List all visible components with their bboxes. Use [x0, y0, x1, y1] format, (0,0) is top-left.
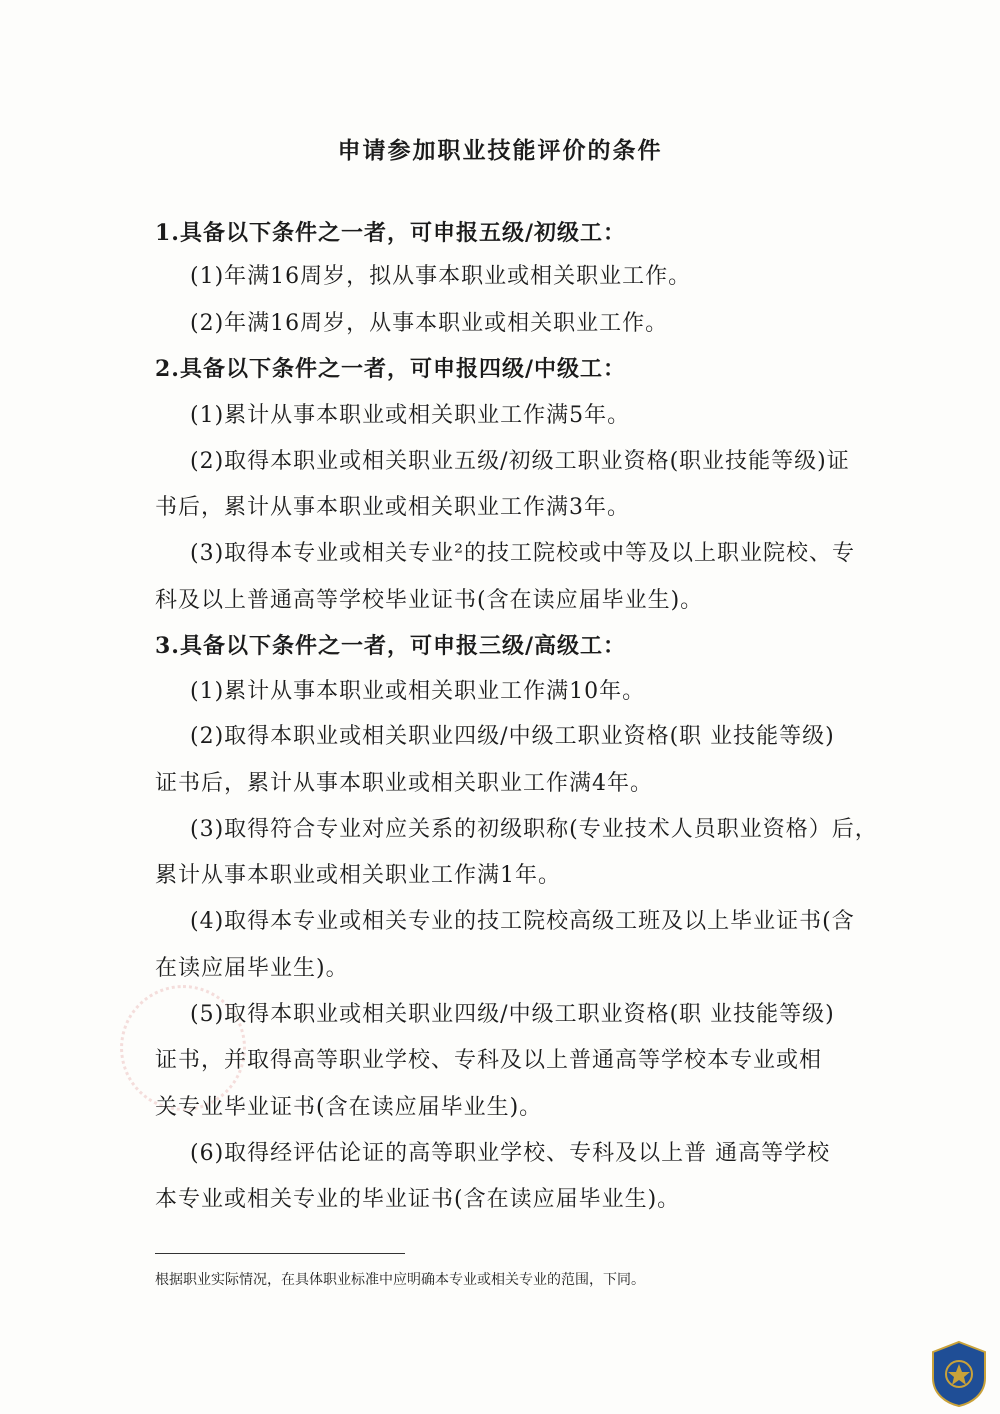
- body-text-line: 在读应届毕业生)。: [155, 956, 349, 981]
- body-text-line: (3)取得本专业或相关专业²的技工院校或中等及以上职业院校、专: [190, 541, 855, 566]
- body-text-line: 证书后，累计从事本职业或相关职业工作满4年。: [155, 771, 653, 796]
- body-text-line: 书后，累计从事本职业或相关职业工作满3年。: [155, 495, 630, 520]
- section-heading: 1.具备以下条件之一者，可申报五级/初级工：: [155, 220, 627, 246]
- body-text-line: (2)年满16周岁，从事本职业或相关职业工作。: [190, 311, 669, 336]
- body-text-line: 本专业或相关专业的毕业证书(含在读应届毕业生)。: [155, 1187, 681, 1212]
- body-text-line: (1)累计从事本职业或相关职业工作满10年。: [190, 679, 646, 704]
- document-title: 申请参加职业技能评价的条件: [337, 137, 663, 164]
- body-text-line: 关专业毕业证书(含在读应届毕业生)。: [155, 1095, 543, 1120]
- section-heading: 3.具备以下条件之一者，可申报三级/高级工：: [155, 633, 627, 659]
- body-text-line: 累计从事本职业或相关职业工作满1年。: [155, 863, 561, 888]
- section-heading: 2.具备以下条件之一者，可申报四级/中级工：: [155, 356, 627, 382]
- institution-logo-icon: [930, 1340, 988, 1408]
- body-text-line: 证书，并取得高等职业学校、专科及以上普通高等学校本专业或相: [155, 1048, 823, 1073]
- footnote-text: 根据职业实际情况，在具体职业标准中应明确本专业或相关专业的范围，下同。: [155, 1272, 645, 1288]
- body-text-line: (1)年满16周岁，拟从事本职业或相关职业工作。: [190, 264, 692, 289]
- body-text-line: 科及以上普通高等学校毕业证书(含在读应届毕业生)。: [155, 588, 704, 613]
- body-text-line: (2)取得本职业或相关职业四级/中级工职业资格(职 业技能等级): [190, 724, 835, 749]
- body-text-line: (2)取得本职业或相关职业五级/初级工职业资格(职业技能等级)证: [190, 449, 850, 474]
- footnote-divider: [155, 1253, 405, 1254]
- body-text-line: (3)取得符合专业对应关系的初级职称(专业技术人员职业资格）后，: [190, 817, 878, 842]
- body-text-line: (6)取得经评估论证的高等职业学校、专科及以上普 通高等学校: [190, 1141, 831, 1166]
- body-text-line: (5)取得本职业或相关职业四级/中级工职业资格(职 业技能等级): [190, 1002, 835, 1027]
- body-text-line: (1)累计从事本职业或相关职业工作满5年。: [190, 403, 631, 428]
- body-text-line: (4)取得本专业或相关专业的技工院校高级工班及以上毕业证书(含: [190, 909, 855, 934]
